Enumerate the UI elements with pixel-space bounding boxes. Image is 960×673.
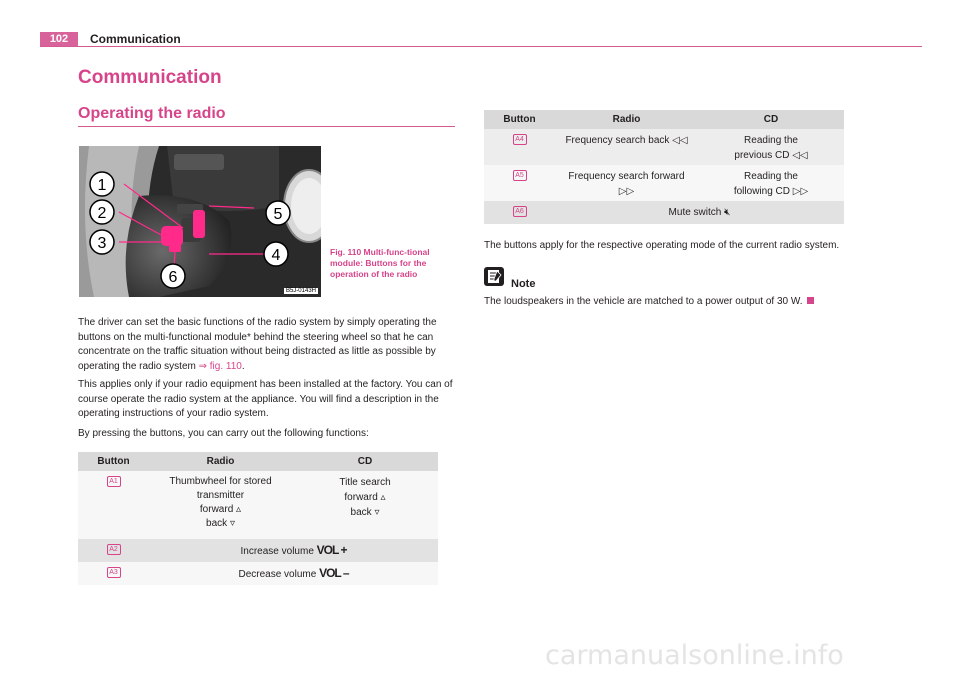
button-table-2: [484, 110, 844, 224]
cell-text: back: [206, 518, 228, 529]
page-number-badge: 102: [40, 32, 78, 47]
table-row: [484, 129, 844, 165]
cell-text: Title search: [339, 477, 391, 488]
table-row: [78, 471, 438, 539]
figure-code: B5J-0143H: [285, 288, 316, 294]
section-heading: Operating the radio: [78, 105, 226, 122]
running-header-title: Communication: [90, 32, 181, 46]
button-number: A1: [107, 476, 121, 487]
callout-5: 5: [273, 206, 283, 223]
cell-text: Mute switch: [668, 207, 722, 218]
intro-paragraph: [78, 316, 454, 374]
callout-4: 4: [271, 247, 281, 264]
col-header-radio: Radio: [555, 110, 698, 129]
intro-text: The driver can set the basic functions of the radio system by simply operating the buttons on the multi-functional module* behind the steering wheel so that he can concentrate on the traffic situation without being distracted as little as possible by operating the radio system: [78, 317, 437, 372]
buttons-apply-text: The buttons apply for the respective operating mode of the current radio system.: [484, 240, 840, 251]
factory-paragraph: This applies only if your radio equipment has been installed at the factory. You can of course operate the radio system at the appliance. You will find a description in the operating instructions of your radio system.: [78, 379, 453, 419]
cell-text: Increase volume: [240, 546, 314, 557]
col-header-cd: CD: [698, 110, 844, 129]
down-triangle-icon: ▿: [374, 507, 380, 518]
cell-text: back: [350, 507, 372, 518]
button-number: A2: [107, 544, 121, 555]
table-row: [484, 201, 844, 224]
cell-text: forward: [199, 504, 234, 515]
button-table-1: [78, 452, 438, 585]
multifunction-module-figure: [79, 146, 321, 297]
callout-6: 6: [168, 269, 178, 286]
table-row: [78, 539, 438, 562]
cell-text: previous CD: [734, 150, 790, 161]
cell-text: Reading the: [744, 135, 798, 146]
cell-text: Frequency search forward: [568, 171, 685, 182]
note-text-block: [484, 295, 904, 310]
button-number: A5: [513, 170, 527, 181]
callout-2: 2: [97, 205, 107, 222]
col-header-radio: Radio: [149, 452, 292, 471]
pencil-note-icon: [484, 267, 504, 286]
vol-plus-icon: VOL +: [316, 543, 347, 557]
cell-text: Reading the: [744, 171, 798, 182]
cell-text: Thumbwheel for stored: [169, 476, 272, 487]
down-triangle-icon: ▿: [229, 518, 235, 529]
page-heading: Communication: [78, 67, 222, 88]
up-triangle-icon: ▵: [380, 492, 386, 503]
cell-text: following CD: [733, 186, 790, 197]
cell-text: Frequency search back: [565, 135, 670, 146]
col-header-button: Button: [78, 452, 149, 471]
rewind-icon: ◁◁: [792, 150, 808, 161]
button-number: A3: [107, 567, 121, 578]
figure-link[interactable]: ⇒ fig. 110: [198, 360, 242, 372]
callout-1: 1: [97, 177, 107, 194]
callout-3: 3: [97, 235, 107, 252]
up-triangle-icon: ▵: [236, 504, 242, 515]
figure-caption: Fig. 110 Multi-func-tional module: Buttons for the operation of the radio: [330, 247, 430, 279]
button-number: A6: [513, 206, 527, 217]
watermark: carmanualsonline.info: [545, 640, 844, 671]
cell-text: Decrease volume: [238, 569, 317, 580]
table-row: [484, 165, 844, 201]
header-rule: [40, 46, 922, 47]
note-icon: [484, 267, 504, 286]
fast-forward-icon: ▷▷: [618, 186, 635, 197]
cell-text: forward: [344, 492, 378, 503]
table-row: [78, 562, 438, 585]
intro-end: .: [241, 360, 245, 372]
col-header-button: Button: [484, 110, 555, 129]
col-header-cd: CD: [292, 452, 438, 471]
section-end-marker: [807, 297, 814, 304]
mute-speaker-icon: 🔇︎: [724, 207, 731, 218]
button-number: A4: [513, 134, 527, 145]
functions-paragraph: By pressing the buttons, you can carry out the following functions:: [78, 428, 369, 439]
note-title: Note: [511, 278, 536, 290]
vol-minus-icon: VOL –: [319, 566, 349, 580]
rewind-icon: ◁◁: [672, 135, 688, 146]
fast-forward-icon: ▷▷: [792, 186, 809, 197]
note-text: The loudspeakers in the vehicle are matched to a power output of 30 W.: [484, 296, 803, 307]
section-rule: [78, 126, 455, 127]
cell-text: transmitter: [196, 490, 245, 501]
steering-wheel-illustration: [79, 146, 321, 297]
